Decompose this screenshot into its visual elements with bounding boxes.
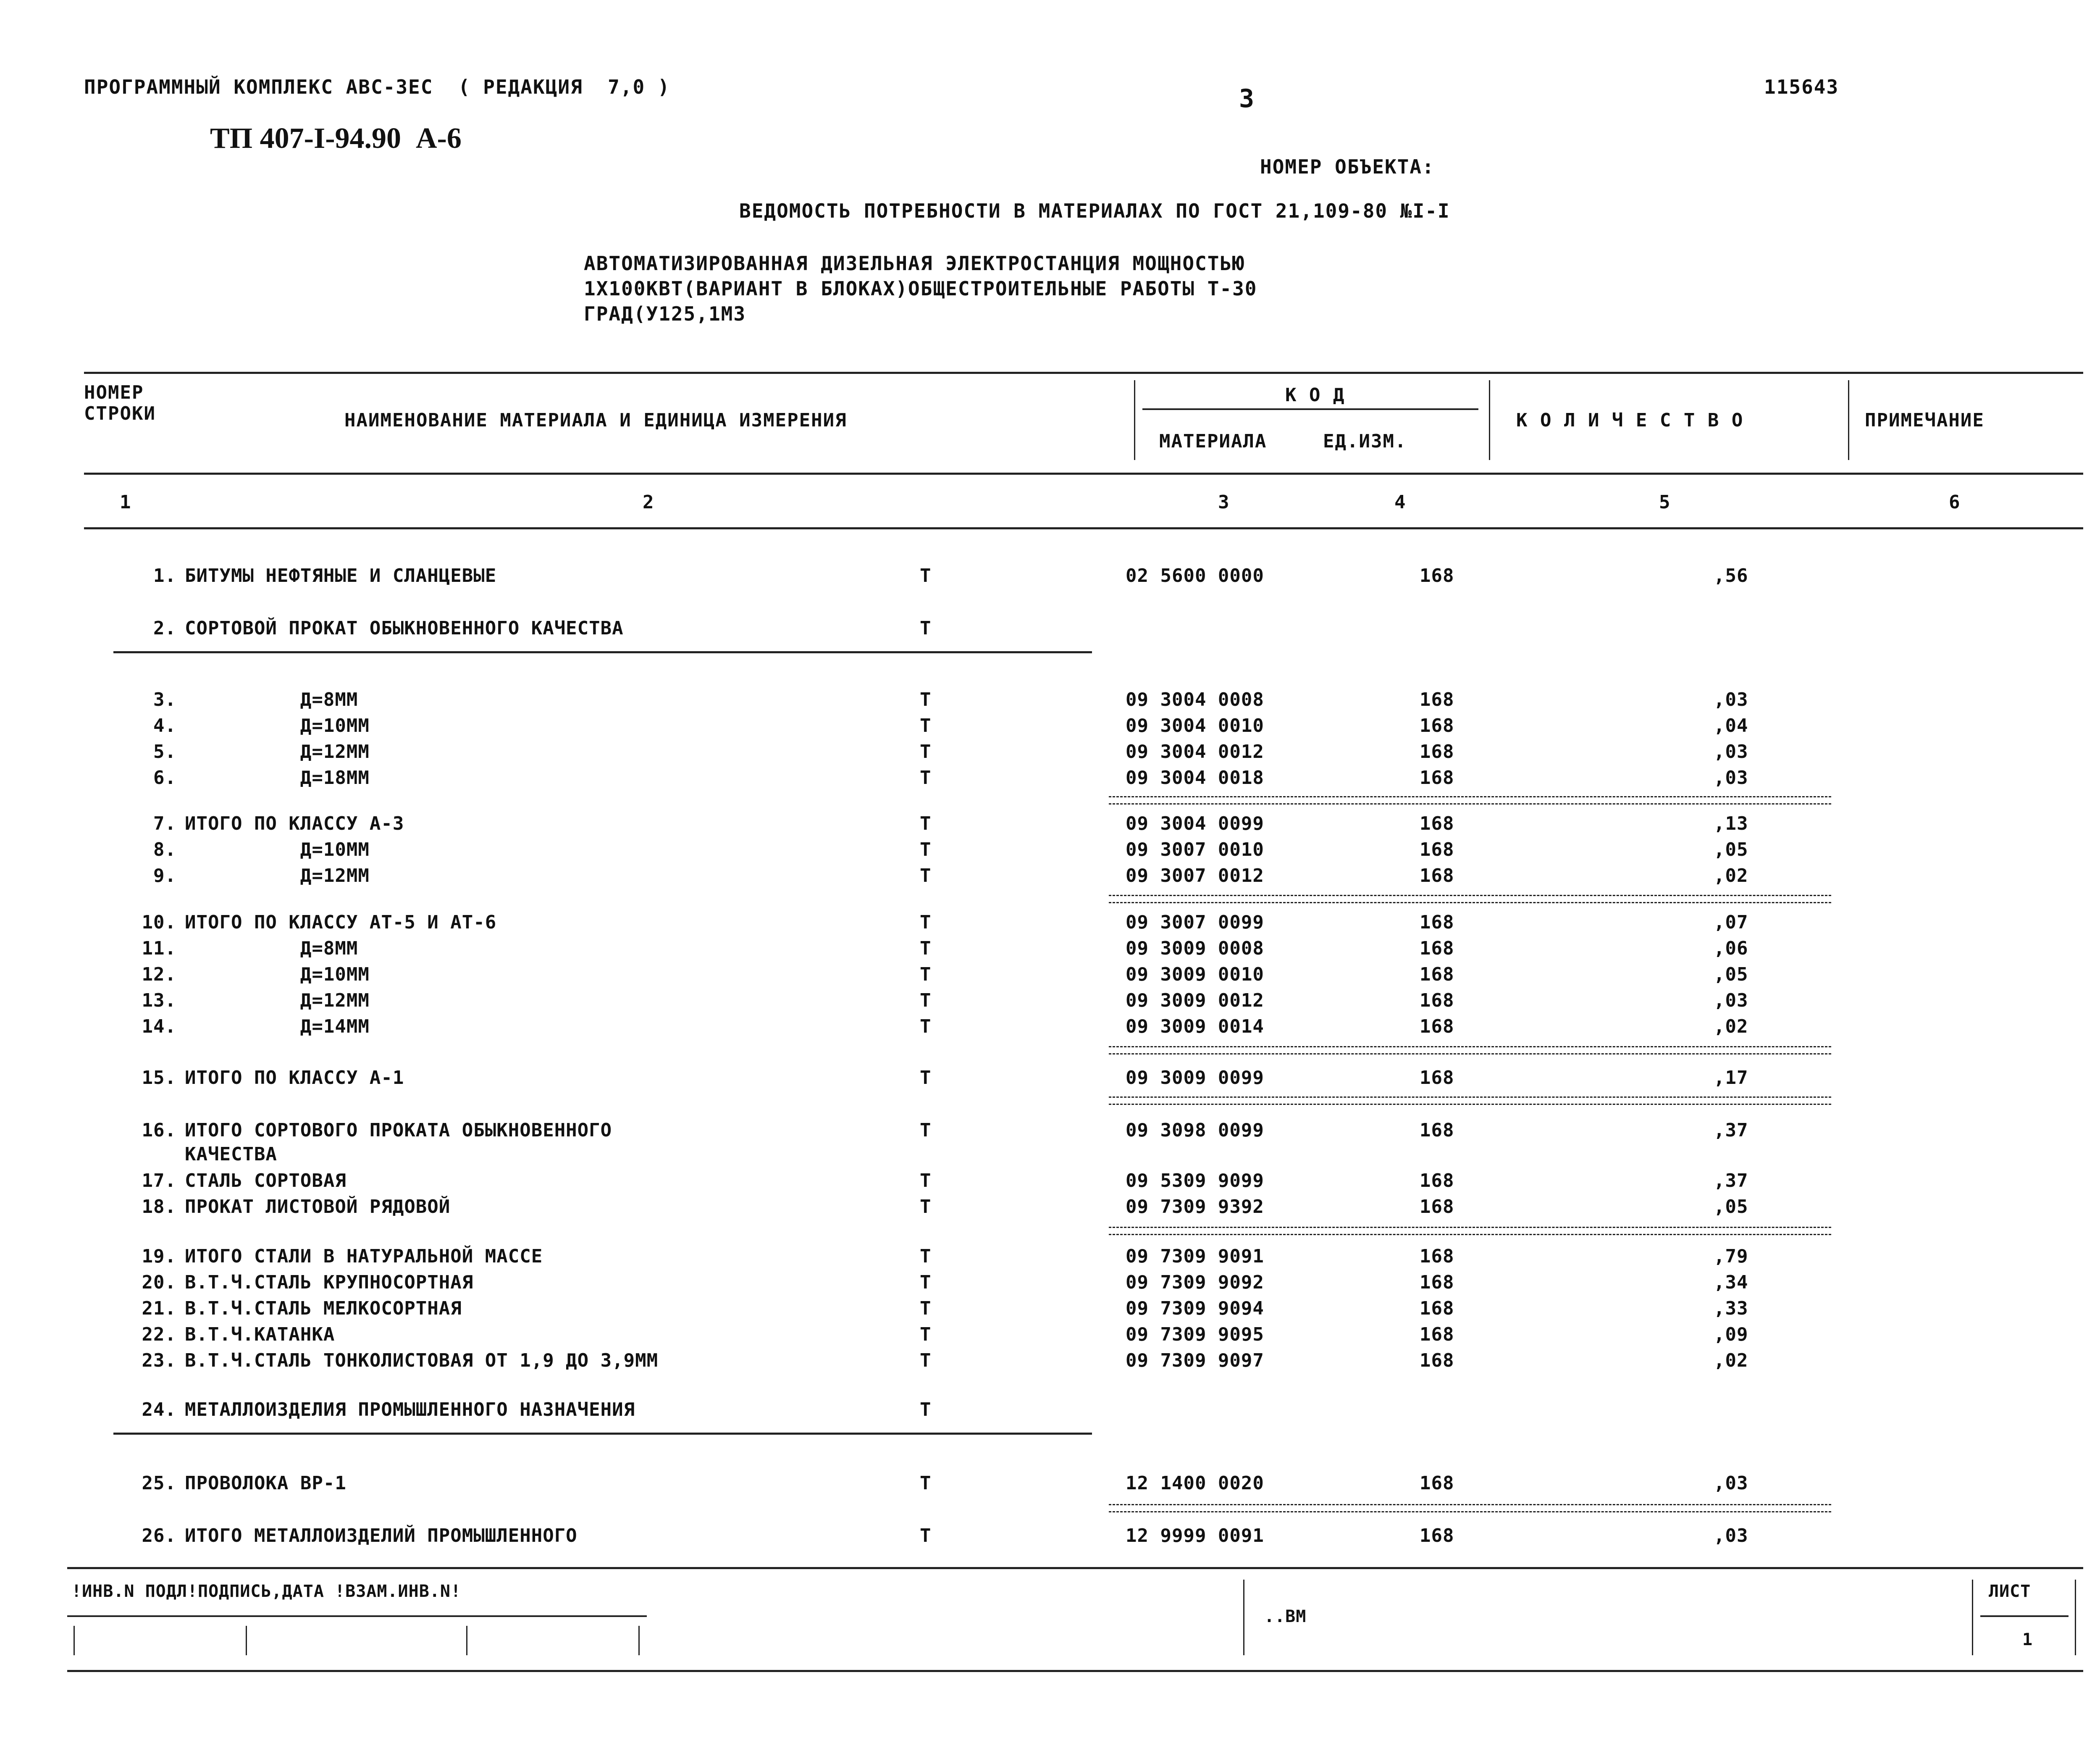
row-number: 9. — [153, 865, 176, 886]
material-name: МЕТАЛЛОИЗДЕЛИЯ ПРОМЫШЛЕННОГО НАЗНАЧЕНИЯ — [185, 1399, 635, 1420]
row-number: 14. — [142, 1016, 176, 1037]
material-code: 09 7309 9091 — [1126, 1246, 1264, 1267]
table-row — [0, 1196, 2100, 1222]
table-row — [0, 813, 2100, 839]
code-group-rule — [1142, 408, 1478, 410]
table-row — [0, 618, 2100, 644]
quantity: ,79 — [1714, 1246, 1748, 1267]
row-number: 16. — [142, 1120, 176, 1141]
material-unit: Т — [920, 1324, 932, 1345]
unit-code: 168 — [1420, 912, 1454, 933]
unit-code: 168 — [1420, 767, 1454, 789]
material-unit: Т — [920, 1472, 932, 1494]
material-name: Д=10ММ — [185, 839, 370, 860]
table-row-continuation — [0, 1144, 2100, 1170]
unit-code: 168 — [1420, 813, 1454, 834]
material-unit: Т — [920, 1170, 932, 1191]
unit-code: 168 — [1420, 1120, 1454, 1141]
material-code: 09 7309 9097 — [1126, 1350, 1264, 1371]
subtitle-line-1: АВТОМАТИЗИРОВАННАЯ ДИЗЕЛЬНАЯ ЭЛЕКТРОСТАНЦИЯ МОЩНОСТЬЮ — [584, 252, 1245, 275]
section-underline — [113, 1433, 1092, 1435]
footer-divider — [466, 1626, 467, 1655]
row-number: 10. — [142, 912, 176, 933]
material-unit: Т — [920, 865, 932, 886]
row-number: 4. — [153, 715, 176, 736]
table-row — [0, 689, 2100, 715]
quantity: ,03 — [1714, 1472, 1748, 1494]
document-mark: ..ВМ — [1264, 1607, 1307, 1626]
material-name: Д=14ММ — [185, 1016, 370, 1037]
material-code: 09 3098 0099 — [1126, 1120, 1264, 1141]
col-code-group: К О Д — [1285, 384, 1345, 406]
table-row — [0, 1324, 2100, 1350]
table-row — [0, 938, 2100, 964]
program-name: ПРОГРАММНЫЙ КОМПЛЕКС АВС-ЗЕС ( РЕДАКЦИЯ 7,0 ) — [84, 76, 670, 98]
footer-divider — [246, 1626, 247, 1655]
table-row — [0, 1298, 2100, 1324]
material-name: СОРТОВОЙ ПРОКАТ ОБЫКНОВЕННОГО КАЧЕСТВА — [185, 618, 624, 639]
unit-code: 168 — [1420, 865, 1454, 886]
material-unit: Т — [920, 912, 932, 933]
material-name: В.Т.Ч.СТАЛЬ ТОНКОЛИСТОВАЯ ОТ 1,9 ДО 3,9ММ — [185, 1350, 659, 1371]
material-unit: Т — [920, 715, 932, 736]
material-unit: Т — [920, 1525, 932, 1546]
col-index-3: 3 — [1218, 492, 1230, 513]
table-header-rule — [84, 473, 2083, 475]
material-name: ИТОГО МЕТАЛЛОИЗДЕЛИЙ ПРОМЫШЛЕННОГО — [185, 1525, 578, 1546]
table-row — [0, 715, 2100, 741]
table-top-rule — [84, 372, 2083, 374]
table-row — [0, 1525, 2100, 1551]
material-name: В.Т.Ч.СТАЛЬ МЕЛКОСОРТНАЯ — [185, 1298, 462, 1319]
quantity: ,56 — [1714, 565, 1748, 586]
table-row — [0, 565, 2100, 591]
material-name: Д=10ММ — [185, 964, 370, 985]
material-unit: Т — [920, 1120, 932, 1141]
material-code: 09 5309 9099 — [1126, 1170, 1264, 1191]
table-row — [0, 839, 2100, 865]
section-underline — [113, 651, 1092, 653]
material-unit: Т — [920, 741, 932, 763]
footer-divider — [1243, 1580, 1244, 1655]
quantity: ,33 — [1714, 1298, 1748, 1319]
unit-code: 168 — [1420, 839, 1454, 860]
quantity: ,02 — [1714, 1350, 1748, 1371]
subtotal-separator — [1109, 895, 1831, 903]
material-name: Д=12ММ — [185, 990, 370, 1011]
subtotal-separator — [1109, 1504, 1831, 1512]
table-row — [0, 865, 2100, 891]
unit-code: 168 — [1420, 964, 1454, 985]
sheet-rule — [1980, 1615, 2068, 1617]
material-unit: Т — [920, 565, 932, 586]
material-name: Д=8ММ — [185, 689, 358, 710]
col-index-5: 5 — [1659, 492, 1671, 513]
col-index-6: 6 — [1949, 492, 1961, 513]
material-unit: Т — [920, 990, 932, 1011]
material-name: ПРОВОЛОКА ВР-1 — [185, 1472, 346, 1494]
footer-divider — [74, 1626, 75, 1655]
material-unit: Т — [920, 1298, 932, 1319]
subtitle-line-3: ГРАД(У125,1МЗ — [584, 302, 746, 325]
row-number: 13. — [142, 990, 176, 1011]
table-row — [0, 1472, 2100, 1499]
material-code: 09 7309 9092 — [1126, 1272, 1264, 1293]
row-number: 5. — [153, 741, 176, 763]
material-name: В.Т.Ч.СТАЛЬ КРУПНОСОРТНАЯ — [185, 1272, 474, 1293]
material-name: Д=10ММ — [185, 715, 370, 736]
row-number: 21. — [142, 1298, 176, 1319]
unit-code: 168 — [1420, 1170, 1454, 1191]
subtotal-separator — [1109, 1227, 1831, 1235]
quantity: ,03 — [1714, 767, 1748, 789]
unit-code: 168 — [1420, 1525, 1454, 1546]
table-row — [0, 1170, 2100, 1196]
unit-code: 168 — [1420, 1324, 1454, 1345]
quantity: ,13 — [1714, 813, 1748, 834]
material-name: ИТОГО ПО КЛАССУ А-3 — [185, 813, 404, 834]
table-row — [0, 1016, 2100, 1042]
page-number: 3 — [1239, 84, 1255, 113]
material-code: 09 3004 0012 — [1126, 741, 1264, 763]
subtitle-line-2: 1Х100КВТ(ВАРИАНТ В БЛОКАХ)ОБЩЕСТРОИТЕЛЬНЫЕ РАБОТЫ Т-30 — [584, 277, 1257, 300]
document-title: ВЕДОМОСТЬ ПОТРЕБНОСТИ В МАТЕРИАЛАХ ПО ГОСТ 21,109-80 №I-I — [739, 200, 1450, 222]
quantity: ,03 — [1714, 990, 1748, 1011]
col-quantity: К О Л И Ч Е С Т В О — [1516, 410, 1744, 431]
table-row — [0, 1246, 2100, 1272]
col-row-number-wrapped: НОМЕР СТРОКИ — [84, 382, 164, 424]
quantity: ,37 — [1714, 1170, 1748, 1191]
quantity: ,03 — [1714, 1525, 1748, 1546]
material-name: Д=12ММ — [185, 741, 370, 763]
material-unit: Т — [920, 813, 932, 834]
quantity: ,02 — [1714, 1016, 1748, 1037]
subtotal-separator — [1109, 796, 1831, 805]
material-code: 09 3004 0008 — [1126, 689, 1264, 710]
unit-code: 168 — [1420, 1067, 1454, 1089]
material-code: 09 3009 0099 — [1126, 1067, 1264, 1089]
material-unit: Т — [920, 938, 932, 959]
unit-code: 168 — [1420, 1298, 1454, 1319]
row-number: 24. — [142, 1399, 176, 1420]
document-number: 115643 — [1764, 76, 1839, 98]
material-name: ИТОГО ПО КЛАССУ А-1 — [185, 1067, 404, 1089]
row-number: 3. — [153, 689, 176, 710]
material-name: Д=18ММ — [185, 767, 370, 789]
unit-code: 168 — [1420, 1246, 1454, 1267]
row-number: 20. — [142, 1272, 176, 1293]
row-number: 25. — [142, 1472, 176, 1494]
row-number: 17. — [142, 1170, 176, 1191]
row-number: 2. — [153, 618, 176, 639]
unit-code: 168 — [1420, 689, 1454, 710]
material-name: СТАЛЬ СОРТОВАЯ — [185, 1170, 346, 1191]
footer-top-rule — [67, 1567, 2083, 1569]
material-code: 09 3007 0099 — [1126, 912, 1264, 933]
col-divider — [1134, 380, 1135, 460]
material-name-continued: КАЧЕСТВА — [185, 1144, 277, 1165]
unit-code: 168 — [1420, 1272, 1454, 1293]
quantity: ,09 — [1714, 1324, 1748, 1345]
col-index-1: 1 — [120, 492, 132, 513]
material-unit: Т — [920, 1196, 932, 1217]
table-row — [0, 1067, 2100, 1093]
footer-bottom-rule — [67, 1670, 2083, 1672]
material-unit: Т — [920, 1350, 932, 1371]
material-unit: Т — [920, 1016, 932, 1037]
material-code: 09 3009 0014 — [1126, 1016, 1264, 1037]
quantity: ,37 — [1714, 1120, 1748, 1141]
footer-stamp-rule — [67, 1615, 647, 1617]
material-code: 09 7309 9392 — [1126, 1196, 1264, 1217]
row-number: 19. — [142, 1246, 176, 1267]
material-code: 09 7309 9095 — [1126, 1324, 1264, 1345]
table-row — [0, 964, 2100, 990]
material-code: 09 3007 0010 — [1126, 839, 1264, 860]
material-code: 09 3009 0008 — [1126, 938, 1264, 959]
quantity: ,34 — [1714, 1272, 1748, 1293]
material-name: В.Т.Ч.КАТАНКА — [185, 1324, 335, 1345]
project-code: ТП 407-I-94.90 А-6 — [210, 122, 462, 155]
material-unit: Т — [920, 618, 932, 639]
quantity: ,05 — [1714, 839, 1748, 860]
material-code: 09 3009 0012 — [1126, 990, 1264, 1011]
subtotal-separator — [1109, 1046, 1831, 1054]
material-unit: Т — [920, 1272, 932, 1293]
material-unit: Т — [920, 964, 932, 985]
col-index-4: 4 — [1394, 492, 1407, 513]
material-name: ПРОКАТ ЛИСТОВОЙ РЯДОВОЙ — [185, 1196, 451, 1217]
table-row — [0, 990, 2100, 1016]
material-name: ИТОГО СОРТОВОГО ПРОКАТА ОБЫКНОВЕННОГО — [185, 1120, 612, 1141]
material-code: 09 3004 0099 — [1126, 813, 1264, 834]
table-row — [0, 1272, 2100, 1298]
material-code: 09 3004 0018 — [1126, 767, 1264, 789]
material-code: 09 7309 9094 — [1126, 1298, 1264, 1319]
col-material-code: МАТЕРИАЛА — [1159, 431, 1267, 452]
footer-divider — [2075, 1580, 2076, 1655]
material-unit: Т — [920, 767, 932, 789]
row-number: 11. — [142, 938, 176, 959]
material-unit: Т — [920, 689, 932, 710]
quantity: ,05 — [1714, 1196, 1748, 1217]
row-number: 8. — [153, 839, 176, 860]
unit-code: 168 — [1420, 1196, 1454, 1217]
row-number: 1. — [153, 565, 176, 586]
table-row — [0, 767, 2100, 793]
footer-stamp: !ИНВ.N ПОДЛ!ПОДПИСЬ,ДАТА !ВЗАМ.ИНВ.N! — [71, 1582, 462, 1601]
unit-code: 168 — [1420, 1016, 1454, 1037]
table-row — [0, 1399, 2100, 1425]
quantity: ,03 — [1714, 741, 1748, 763]
quantity: ,17 — [1714, 1067, 1748, 1089]
row-number: 12. — [142, 964, 176, 985]
col-unit-code: ЕД.ИЗМ. — [1323, 431, 1407, 452]
unit-code: 168 — [1420, 741, 1454, 763]
table-row — [0, 741, 2100, 767]
table-row — [0, 912, 2100, 938]
material-name: ИТОГО СТАЛИ В НАТУРАЛЬНОЙ МАССЕ — [185, 1246, 543, 1267]
material-unit: Т — [920, 1246, 932, 1267]
quantity: ,05 — [1714, 964, 1748, 985]
col-index-2: 2 — [643, 492, 655, 513]
footer-divider — [1972, 1580, 1973, 1655]
quantity: ,06 — [1714, 938, 1748, 959]
table-row — [0, 1350, 2100, 1376]
table-row — [0, 1120, 2100, 1146]
quantity: ,07 — [1714, 912, 1748, 933]
col-divider — [1489, 380, 1490, 460]
material-unit: Т — [920, 1399, 932, 1420]
row-number: 26. — [142, 1525, 176, 1546]
quantity: ,04 — [1714, 715, 1748, 736]
material-name: ИТОГО ПО КЛАССУ АТ-5 И АТ-6 — [185, 912, 497, 933]
row-number: 23. — [142, 1350, 176, 1371]
row-number: 15. — [142, 1067, 176, 1089]
material-code: 12 1400 0020 — [1126, 1472, 1264, 1494]
sheet-number: 1 — [2022, 1630, 2033, 1649]
material-unit: Т — [920, 1067, 932, 1089]
material-unit: Т — [920, 839, 932, 860]
footer-divider — [638, 1626, 640, 1655]
col-divider — [1848, 380, 1849, 460]
quantity: ,02 — [1714, 865, 1748, 886]
unit-code: 168 — [1420, 1350, 1454, 1371]
material-code: 09 3004 0010 — [1126, 715, 1264, 736]
unit-code: 168 — [1420, 715, 1454, 736]
subtotal-separator — [1109, 1096, 1831, 1105]
object-number-label: НОМЕР ОБЪЕКТА: — [1260, 155, 1435, 178]
material-code: 02 5600 0000 — [1126, 565, 1264, 586]
material-code: 12 9999 0091 — [1126, 1525, 1264, 1546]
material-code: 09 3009 0010 — [1126, 964, 1264, 985]
material-name: Д=12ММ — [185, 865, 370, 886]
quantity: ,03 — [1714, 689, 1748, 710]
row-number: 18. — [142, 1196, 176, 1217]
row-number: 22. — [142, 1324, 176, 1345]
unit-code: 168 — [1420, 990, 1454, 1011]
row-number: 7. — [153, 813, 176, 834]
material-name: Д=8ММ — [185, 938, 358, 959]
col-name: НАИМЕНОВАНИЕ МАТЕРИАЛА И ЕДИНИЦА ИЗМЕРЕНИЯ — [344, 410, 847, 431]
row-number: 6. — [153, 767, 176, 789]
col-note: ПРИМЕЧАНИЕ — [1865, 410, 1984, 431]
unit-code: 168 — [1420, 1472, 1454, 1494]
material-code: 09 3007 0012 — [1126, 865, 1264, 886]
unit-code: 168 — [1420, 938, 1454, 959]
table-subheader-rule — [84, 527, 2083, 529]
sheet-label: ЛИСТ — [1989, 1582, 2031, 1601]
material-name: БИТУМЫ НЕФТЯНЫЕ И СЛАНЦЕВЫЕ — [185, 565, 497, 586]
unit-code: 168 — [1420, 565, 1454, 586]
